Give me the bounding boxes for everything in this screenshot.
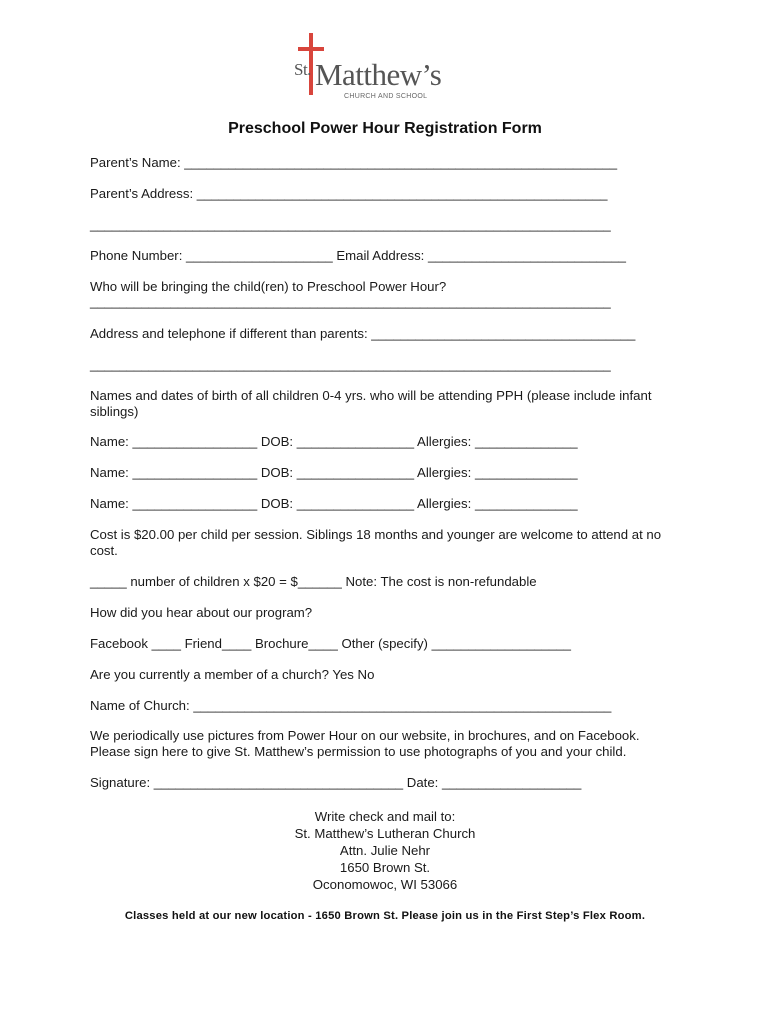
parent-address-field[interactable]: Parent’s Address: ________________________________________________________ [90,186,608,201]
hear-about-options[interactable]: Facebook ____ Friend____ Brochure____ Other (specify) ___________________ [90,636,571,651]
child-row[interactable]: Name: _________________ DOB: ________________ Allergies: ______________ [90,434,578,449]
parent-address-line2[interactable]: _______________________________________________________________________ [90,217,611,232]
logo-subtitle: CHURCH AND SCHOOL [344,93,428,100]
church-name-field[interactable]: Name of Church: _________________________________________________________ [90,698,612,713]
church-logo [290,30,470,105]
children-intro: Names and dates of birth of all children 0-4 yrs. who will be attending PPH (please include infant siblings) [90,388,652,419]
who-bringing-question: Who will be bringing the child(ren) to Preschool Power Hour? [90,279,447,294]
logo-prefix: St. [294,60,311,79]
photo-permission-text: We periodically use pictures from Power Hour on our website, in brochures, and on Facebook. Please sign here to give St. Matthew’s permission to use photographs of you and your child. [90,728,640,759]
alt-address-line2[interactable]: _______________________________________________________________________ [90,357,611,372]
logo-name [294,57,441,93]
mail-to-address [0,808,770,893]
parent-name-field[interactable]: Parent’s Name: ___________________________________________________________ [90,155,618,170]
cost-calculation-field[interactable]: _____ number of children x $20 = $______ Note: The cost is non-refundable [90,574,537,589]
church-member-question[interactable]: Are you currently a member of a church? Yes No [90,667,375,682]
who-bringing-line[interactable]: _______________________________________________________________________ [90,294,611,309]
location-footer: Classes held at our new location - 1650 Brown St. Please join us in the First Step’s Flex Room. [124,910,646,922]
alt-address-field[interactable]: Address and telephone if different than parents: ____________________________________ [90,326,636,341]
signature-date-field[interactable]: Signature: __________________________________ Date: ___________________ [90,775,582,790]
mail-to-line: Oconomowoc, WI 53066 [312,877,458,892]
logo-main-name: Matthew’s [314,57,442,92]
mail-to-line: Write check and mail to: [314,809,456,824]
form-title: Preschool Power Hour Registration Form [228,120,542,137]
mail-to-line: 1650 Brown St. [339,860,431,875]
child-row[interactable]: Name: _________________ DOB: ________________ Allergies: ______________ [90,496,578,511]
child-row[interactable]: Name: _________________ DOB: ________________ Allergies: ______________ [90,465,578,480]
hear-about-question: How did you hear about our program? [90,605,313,620]
mail-to-line: St. Matthew’s Lutheran Church [294,826,476,841]
cost-note: Cost is $20.00 per child per session. Siblings 18 months and younger are welcome to attend at no cost. [90,527,662,558]
phone-email-field[interactable]: Phone Number: ____________________ Email Address: ___________________________ [90,248,627,263]
mail-to-line: Attn. Julie Nehr [339,843,431,858]
